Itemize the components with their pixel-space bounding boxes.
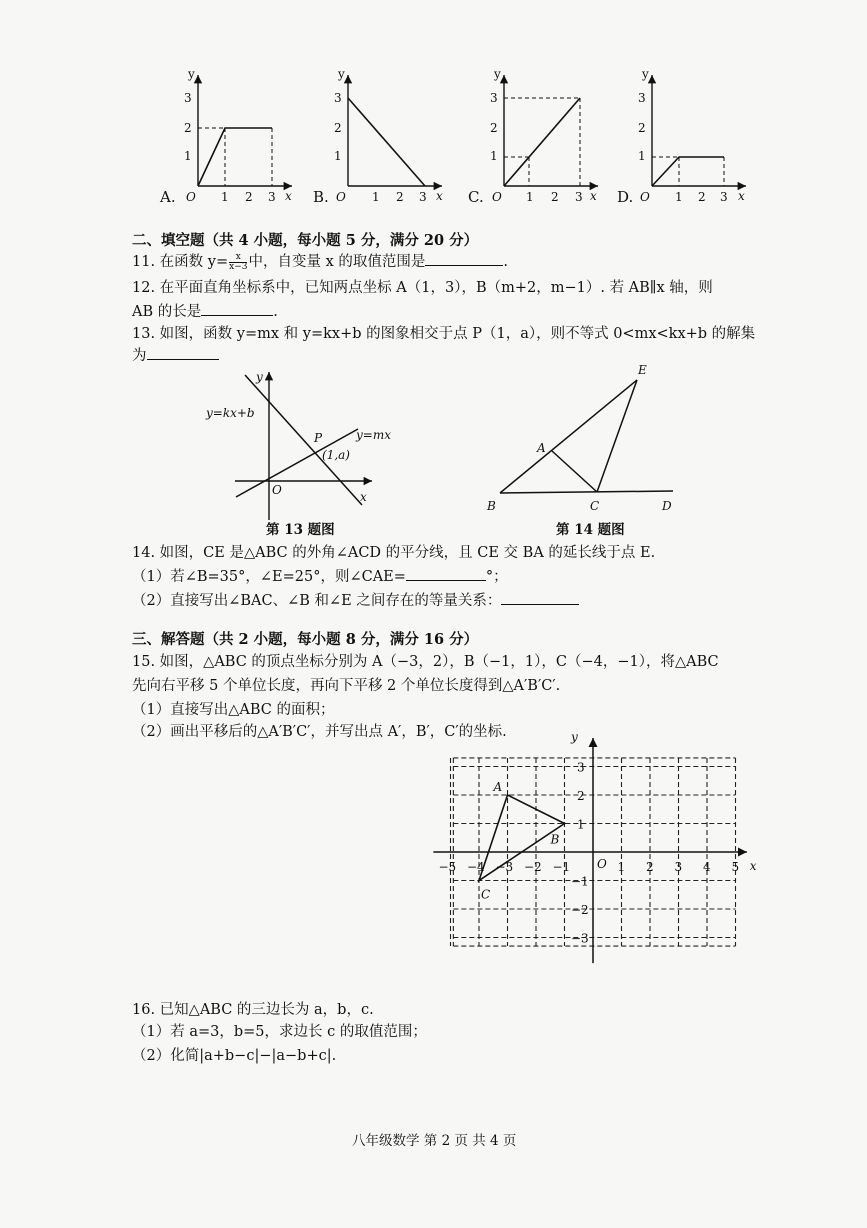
svg-text:2: 2 xyxy=(490,121,498,135)
q11: 11. 在函数 y= $\frac{x}{x-3}$ 中，自变量 x 的取值范围是 . xyxy=(132,251,508,272)
option-c-label: C. xyxy=(468,188,484,206)
svg-text:y: y xyxy=(256,370,263,384)
svg-text:y: y xyxy=(338,67,345,81)
svg-text:3: 3 xyxy=(490,91,498,105)
y-tick-label: 3 xyxy=(577,760,585,775)
section2-title: 二、填空题（共 4 小题，每小题 5 分，满分 20 分） xyxy=(132,232,479,249)
svg-text:y: y xyxy=(642,67,649,81)
q14-part1: （1）若∠B=35°，∠E=25°，则∠CAE= °； xyxy=(132,565,508,586)
x-tick-label: 3 xyxy=(674,860,683,874)
x-tick-label: 2 xyxy=(646,860,654,874)
q16-part2: （2）化简|a+b−c|−|a−b+c|. xyxy=(132,1048,337,1064)
option-a-y: y xyxy=(188,67,195,81)
x-tick-label: 1 xyxy=(617,860,626,874)
q16-part1: （1）若 a=3，b=5，求边长 c 的取值范围； xyxy=(132,1024,427,1040)
q16-stem: 16. 已知△ABC 的三边长为 a，b，c. xyxy=(132,1002,374,1018)
q14-stem: 14. 如图，CE 是△ABC 的外角∠ACD 的平分线，且 CE 交 BA 的延长线于点 E. xyxy=(132,545,656,561)
q15-part1: （1）直接写出△ABC 的面积； xyxy=(132,702,335,718)
point-b-label: B xyxy=(550,832,560,847)
svg-text:O: O xyxy=(272,483,282,497)
svg-text:1: 1 xyxy=(675,190,683,204)
svg-text:3: 3 xyxy=(268,190,276,204)
y-tick-label: −1 xyxy=(571,874,589,889)
svg-text:3: 3 xyxy=(638,91,646,105)
svg-text:3: 3 xyxy=(720,190,728,204)
svg-text:2: 2 xyxy=(698,190,706,204)
point-a-label: A xyxy=(493,780,503,794)
option-a-label: A. xyxy=(160,188,176,206)
svg-text:C: C xyxy=(590,499,600,513)
svg-text:A: A xyxy=(537,441,546,455)
svg-text:1: 1 xyxy=(221,190,229,204)
y-tick-label: −3 xyxy=(571,931,589,946)
svg-text:1: 1 xyxy=(184,149,192,163)
x-tick-label: −2 xyxy=(524,860,542,874)
y-tick-label: 2 xyxy=(577,789,585,803)
q12-line1: 12. 在平面直角坐标系中，已知两点坐标 A（1，3），B（m+2，m−1）. 若 AB∥x 轴，则 xyxy=(132,280,713,296)
svg-text:3: 3 xyxy=(334,91,342,105)
svg-text:3: 3 xyxy=(419,190,427,204)
figure-14-caption: 第 14 题图 xyxy=(556,522,625,538)
point-c-label: C xyxy=(481,887,491,902)
svg-text:1: 1 xyxy=(638,149,646,163)
svg-text:2: 2 xyxy=(184,121,192,135)
y-axis-label: y xyxy=(571,729,578,744)
svg-text:2: 2 xyxy=(551,190,559,204)
svg-text:B: B xyxy=(487,499,496,513)
svg-text:x: x xyxy=(590,189,597,203)
q15-part2: （2）画出平移后的△A′B′C′，并写出点 A′，B′，C′的坐标. xyxy=(132,724,507,740)
svg-text:x: x xyxy=(285,189,292,203)
svg-text:(1,a): (1,a) xyxy=(322,448,350,462)
svg-text:x: x xyxy=(436,189,443,203)
svg-text:y=kx+b: y=kx+b xyxy=(206,406,255,420)
svg-text:O: O xyxy=(186,190,196,204)
figure-13-caption: 第 13 题图 xyxy=(266,522,335,538)
svg-text:O: O xyxy=(640,190,650,204)
svg-text:E: E xyxy=(638,363,647,377)
x-tick-label: −3 xyxy=(495,860,514,874)
svg-text:2: 2 xyxy=(638,121,646,135)
option-d-label: D. xyxy=(617,188,634,206)
origin-label: O xyxy=(597,857,607,871)
q14-part2: （2）直接写出∠BAC、∠B 和∠E 之间存在的等量关系： xyxy=(132,589,579,610)
svg-text:D: D xyxy=(662,499,672,513)
q12-line2: AB 的长是 . xyxy=(132,300,278,321)
svg-text:x: x xyxy=(738,189,745,203)
svg-text:2: 2 xyxy=(245,190,253,204)
option-b-label: B. xyxy=(313,188,329,206)
svg-text:1: 1 xyxy=(490,149,498,163)
x-tick-label: 4 xyxy=(703,860,711,874)
svg-text:3: 3 xyxy=(184,91,192,105)
page-footer: 八年级数学 第 2 页 共 4 页 xyxy=(352,1133,517,1149)
y-tick-label: 1 xyxy=(577,817,585,832)
y-tick-label: −2 xyxy=(571,903,589,917)
svg-text:1: 1 xyxy=(372,190,380,204)
svg-text:y=mx: y=mx xyxy=(356,428,391,442)
x-tick-label: −1 xyxy=(552,860,571,874)
svg-text:2: 2 xyxy=(396,190,404,204)
svg-text:O: O xyxy=(336,190,346,204)
q15-line2: 先向右平移 5 个单位长度，再向下平移 2 个单位长度得到△A′B′C′. xyxy=(132,678,561,694)
svg-text:P: P xyxy=(314,431,323,445)
svg-text:1: 1 xyxy=(334,149,342,163)
x-tick-label: −5 xyxy=(438,860,457,874)
svg-text:y: y xyxy=(494,67,501,81)
svg-text:3: 3 xyxy=(575,190,583,204)
q13-line2: 为 xyxy=(132,344,219,365)
x-tick-label: −4 xyxy=(467,860,485,874)
svg-text:2: 2 xyxy=(334,121,342,135)
x-axis-label: x xyxy=(749,859,757,873)
q13-line1: 13. 如图，函数 y=mx 和 y=kx+b 的图象相交于点 P（1，a），则不等式 0<mx<kx+b 的解集 xyxy=(132,326,756,342)
x-tick-label: 5 xyxy=(731,860,740,874)
q15-line1: 15. 如图，△ABC 的顶点坐标分别为 A（−3，2），B（−1，1），C（−4，−1），将△ABC xyxy=(132,654,719,670)
svg-text:x: x xyxy=(360,490,367,504)
section3-title: 三、解答题（共 2 小题，每小题 8 分，满分 16 分） xyxy=(132,631,479,648)
svg-text:1: 1 xyxy=(526,190,534,204)
svg-text:O: O xyxy=(492,190,502,204)
